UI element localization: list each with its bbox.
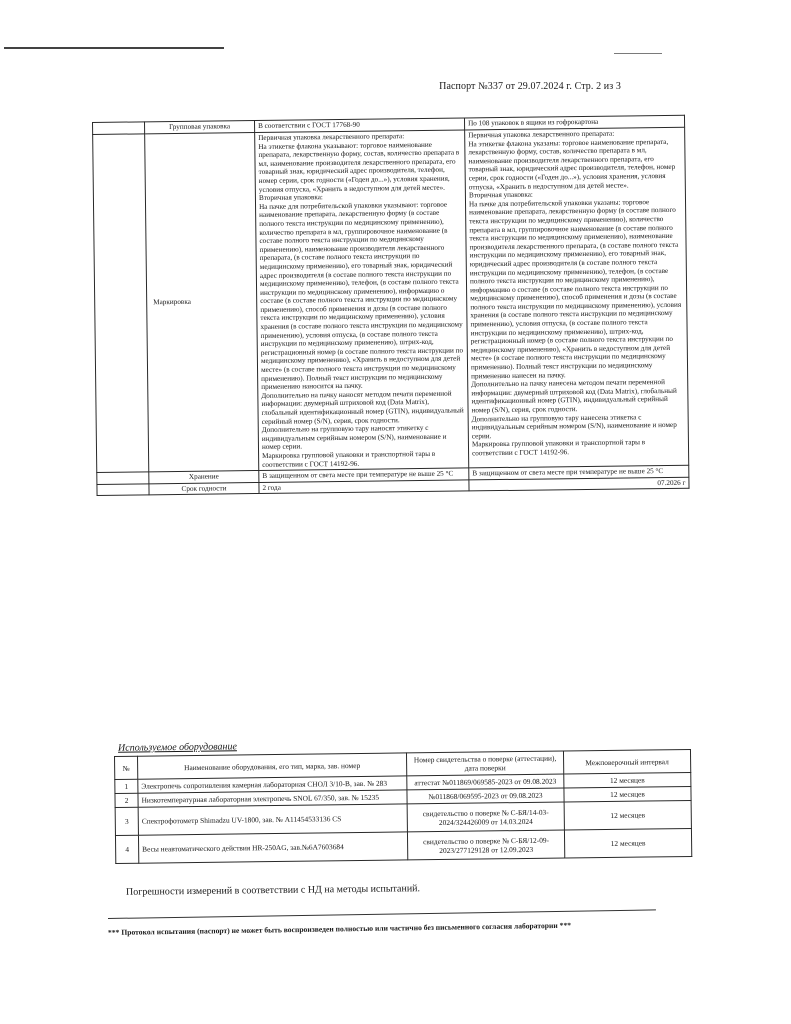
empty-cell	[97, 472, 149, 484]
actual-cell: В защищенном от света месте при температуре не выше 25 °С	[469, 465, 689, 479]
actual-cell: 07.2026 г	[469, 477, 689, 491]
row-label: Маркировка	[145, 133, 259, 472]
certificate: аттестат №011869/069585-2023 от 09.08.2023	[407, 774, 564, 790]
certificate: свидетельство о поверке № С-БЯ/14-03-2024/324426009 от 14.03.2024	[407, 802, 564, 832]
table-row	[115, 828, 691, 863]
specification-table	[92, 115, 690, 497]
interval: 12 месяцев	[564, 772, 691, 788]
actual-cell: По 108 упаковок в ящики из гофрокартона	[464, 115, 684, 130]
equipment-name: Электропечь сопротивления камерная лабораторная СНОЛ 3/10-В, зав. № 283	[138, 776, 407, 793]
certificate: №011868/069595-2023 от 09.08.2023	[407, 788, 564, 804]
interval: 12 месяцев	[564, 800, 691, 830]
requirement-cell: В защищенном от света месте при температуре не выше 25 °С	[259, 468, 469, 482]
equipment-section-title: Используемое оборудование	[117, 741, 237, 754]
equipment-table	[114, 749, 692, 864]
equipment-name: Низкотемпературная лабораторная электропечь SNOL 67/350, зав. № 15235	[138, 790, 407, 807]
interval: 12 месяцев	[564, 828, 691, 858]
footer-note: *** Протокол испытания (паспорт) не может быть воспроизведен полностью или частично без письменного согласия лаборатории ***	[107, 920, 572, 937]
row-label: Срок годности	[149, 482, 259, 495]
page-header: Паспорт №337 от 29.07.2024 г. Стр. 2 из 3	[439, 81, 621, 92]
actual-cell: Первичная упаковка лекарственного препарата: На этикетке флакона указаны: торговое наименование препарата, лекарственную форму, состав, количество препарата в мл, наименование производителя лекарственного препарата, его товарный знак, юридический адрес производителя, телефон, номер серии, срок годности («Годен до...»), условия хранения, условия отпуска, «Хранить в недоступном для детей месте». Вторичная упаковка: На пачке для потребительской упаковки указаны: торговое наименование препарата, лекарственную форму (в составе полного текста инструкции по медицинскому применению), количество препарата в мл, группировочное наименование (в составе полного текста инструкции по медицинскому применению), наименование производителя лекарственного препарата, (в составе полного текста инструкции по медицинскому применению), его товарный знак, юридический адрес производителя (в составе полного текста инструкции по медицинскому применению), телефон, (в составе полного текста инструкции по медицинскому применению), информацию о составе (в составе полного текста инструкции по медицинскому применению), способ применения и дозы (в составе полного текста инструкции по медицинскому применению), условия хранения (в составе полного текста инструкции по медицинскому применению), условия отпуска, (в составе полного текста инструкции по медицинскому применению), штрих-код, регистрационный номер (в составе полного текста инструкции по медицинскому применению), «Хранить в недоступном для детей месте» (в составе полного текста инструкции по медицинскому применению). Полный текст инструкции по медицинскому применению нанесен на пачку. Дополнительно на пачку нанесена методом печати переменной информации: двумерный штриховой код (Data Matrix), глобальный идентификационный номер (GTIN), индивидуальный серийный номер (S/N), серия, срок годности. Дополнительно на групповую тару нанесена этикетка с индивидуальным серийным номером (S/N), наименование и номер серии. Маркировка групповой упаковки и транспортной тары в соответствии с ГОСТ 14192-96.	[465, 127, 689, 468]
requirement-cell: 2 года	[259, 480, 469, 494]
interval: 12 месяцев	[564, 786, 691, 802]
equipment-name: Весы неавтоматического действия HR-250AG, зав.№6A7603684	[138, 832, 407, 863]
requirement-cell: Первичная упаковка лекарственного препарата: На этикетке флакона указывают: торговое наименование препарата, лекарственную форму, состав, количество препарата в мл, наименование производителя лекарственного препарата, его товарный знак, юридический адрес производителя, телефон, номер серии, срок годности («Годен до...»), условия хранения, условия отпуска, «Хранить в недоступном для детей месте». Вторичная упаковка: На пачке для потребительской упаковки указывают: торговое наименование препарата, лекарственную форму (в составе полного текста инструкции по медицинскому применению), количество препарата в мл, группировочное наименование (в составе полного текста инструкции по медицинскому применению), наименование производителя лекарственного препарата, (в составе полного текста инструкции по медицинскому применению), его товарный знак, юридический адрес производителя (в составе полного текста инструкции по медицинскому применению), телефон, (в составе полного текста инструкции по медицинскому применению), информацию о составе (в составе полного текста инструкции по медицинскому применению), способ применения и дозы (в составе полного текста инструкции по медицинскому применению), условия хранения (в составе полного текста инструкции по медицинскому применению), условия отпуска, (в составе полного текста инструкции по медицинскому применению), штрих-код, регистрационный номер (в составе полного текста инструкции по медицинскому применению), «Хранить в недоступном для детей месте» (в составе полного текста инструкции по медицинскому применению). Полный текст инструкции по медицинскому применению наносится на пачку. Дополнительно на пачку наносят методом печати переменной информации: двумерный штриховой код (Data Matrix), глобальный идентификационный номер (GTIN), индивидуальный серийный номер (S/N), серия, срок годности. Дополнительно на групповую тару наносят этикетку с индивидуальным серийным номером (S/N), наименование и номер серии. Маркировка групповой упаковки и транспортной тары в соответствии с ГОСТ 14192-96.	[255, 130, 469, 471]
column-header-num: №	[115, 756, 138, 779]
row-num: 2	[115, 793, 138, 807]
row-label: Хранение	[149, 471, 259, 484]
scan-edge-mark-right	[614, 53, 662, 54]
column-header-interval: Межповерочный интервал	[563, 749, 690, 774]
measurement-errors-note: Погрешности измерений в соответствии с НД на методы испытаний.	[125, 883, 421, 898]
row-label: Групповая упаковка	[145, 121, 255, 134]
column-header-cert: Номер свидетельства о поверке (аттестации), дата поверки	[406, 751, 563, 776]
empty-cell	[97, 484, 149, 496]
empty-cell	[93, 122, 145, 135]
row-num: 1	[115, 779, 138, 793]
row-num: 4	[115, 835, 138, 863]
scan-edge-mark	[4, 47, 224, 49]
column-header-name: Наименование оборудования, его тип, марка, зав. номер	[138, 753, 407, 779]
footer-divider	[108, 909, 656, 919]
requirement-cell: В соответствии с ГОСТ 17768-90	[254, 118, 464, 133]
empty-cell	[93, 134, 149, 473]
row-num: 3	[115, 807, 138, 835]
table-row	[93, 127, 689, 472]
certificate: свидетельство о поверке № С-БЯ/12-09-2023/277129128 от 12.09.2023	[407, 830, 564, 860]
equipment-name: Спектрофотометр Shimadzu UV-1800, зав. № A11454533136 CS	[138, 804, 407, 835]
